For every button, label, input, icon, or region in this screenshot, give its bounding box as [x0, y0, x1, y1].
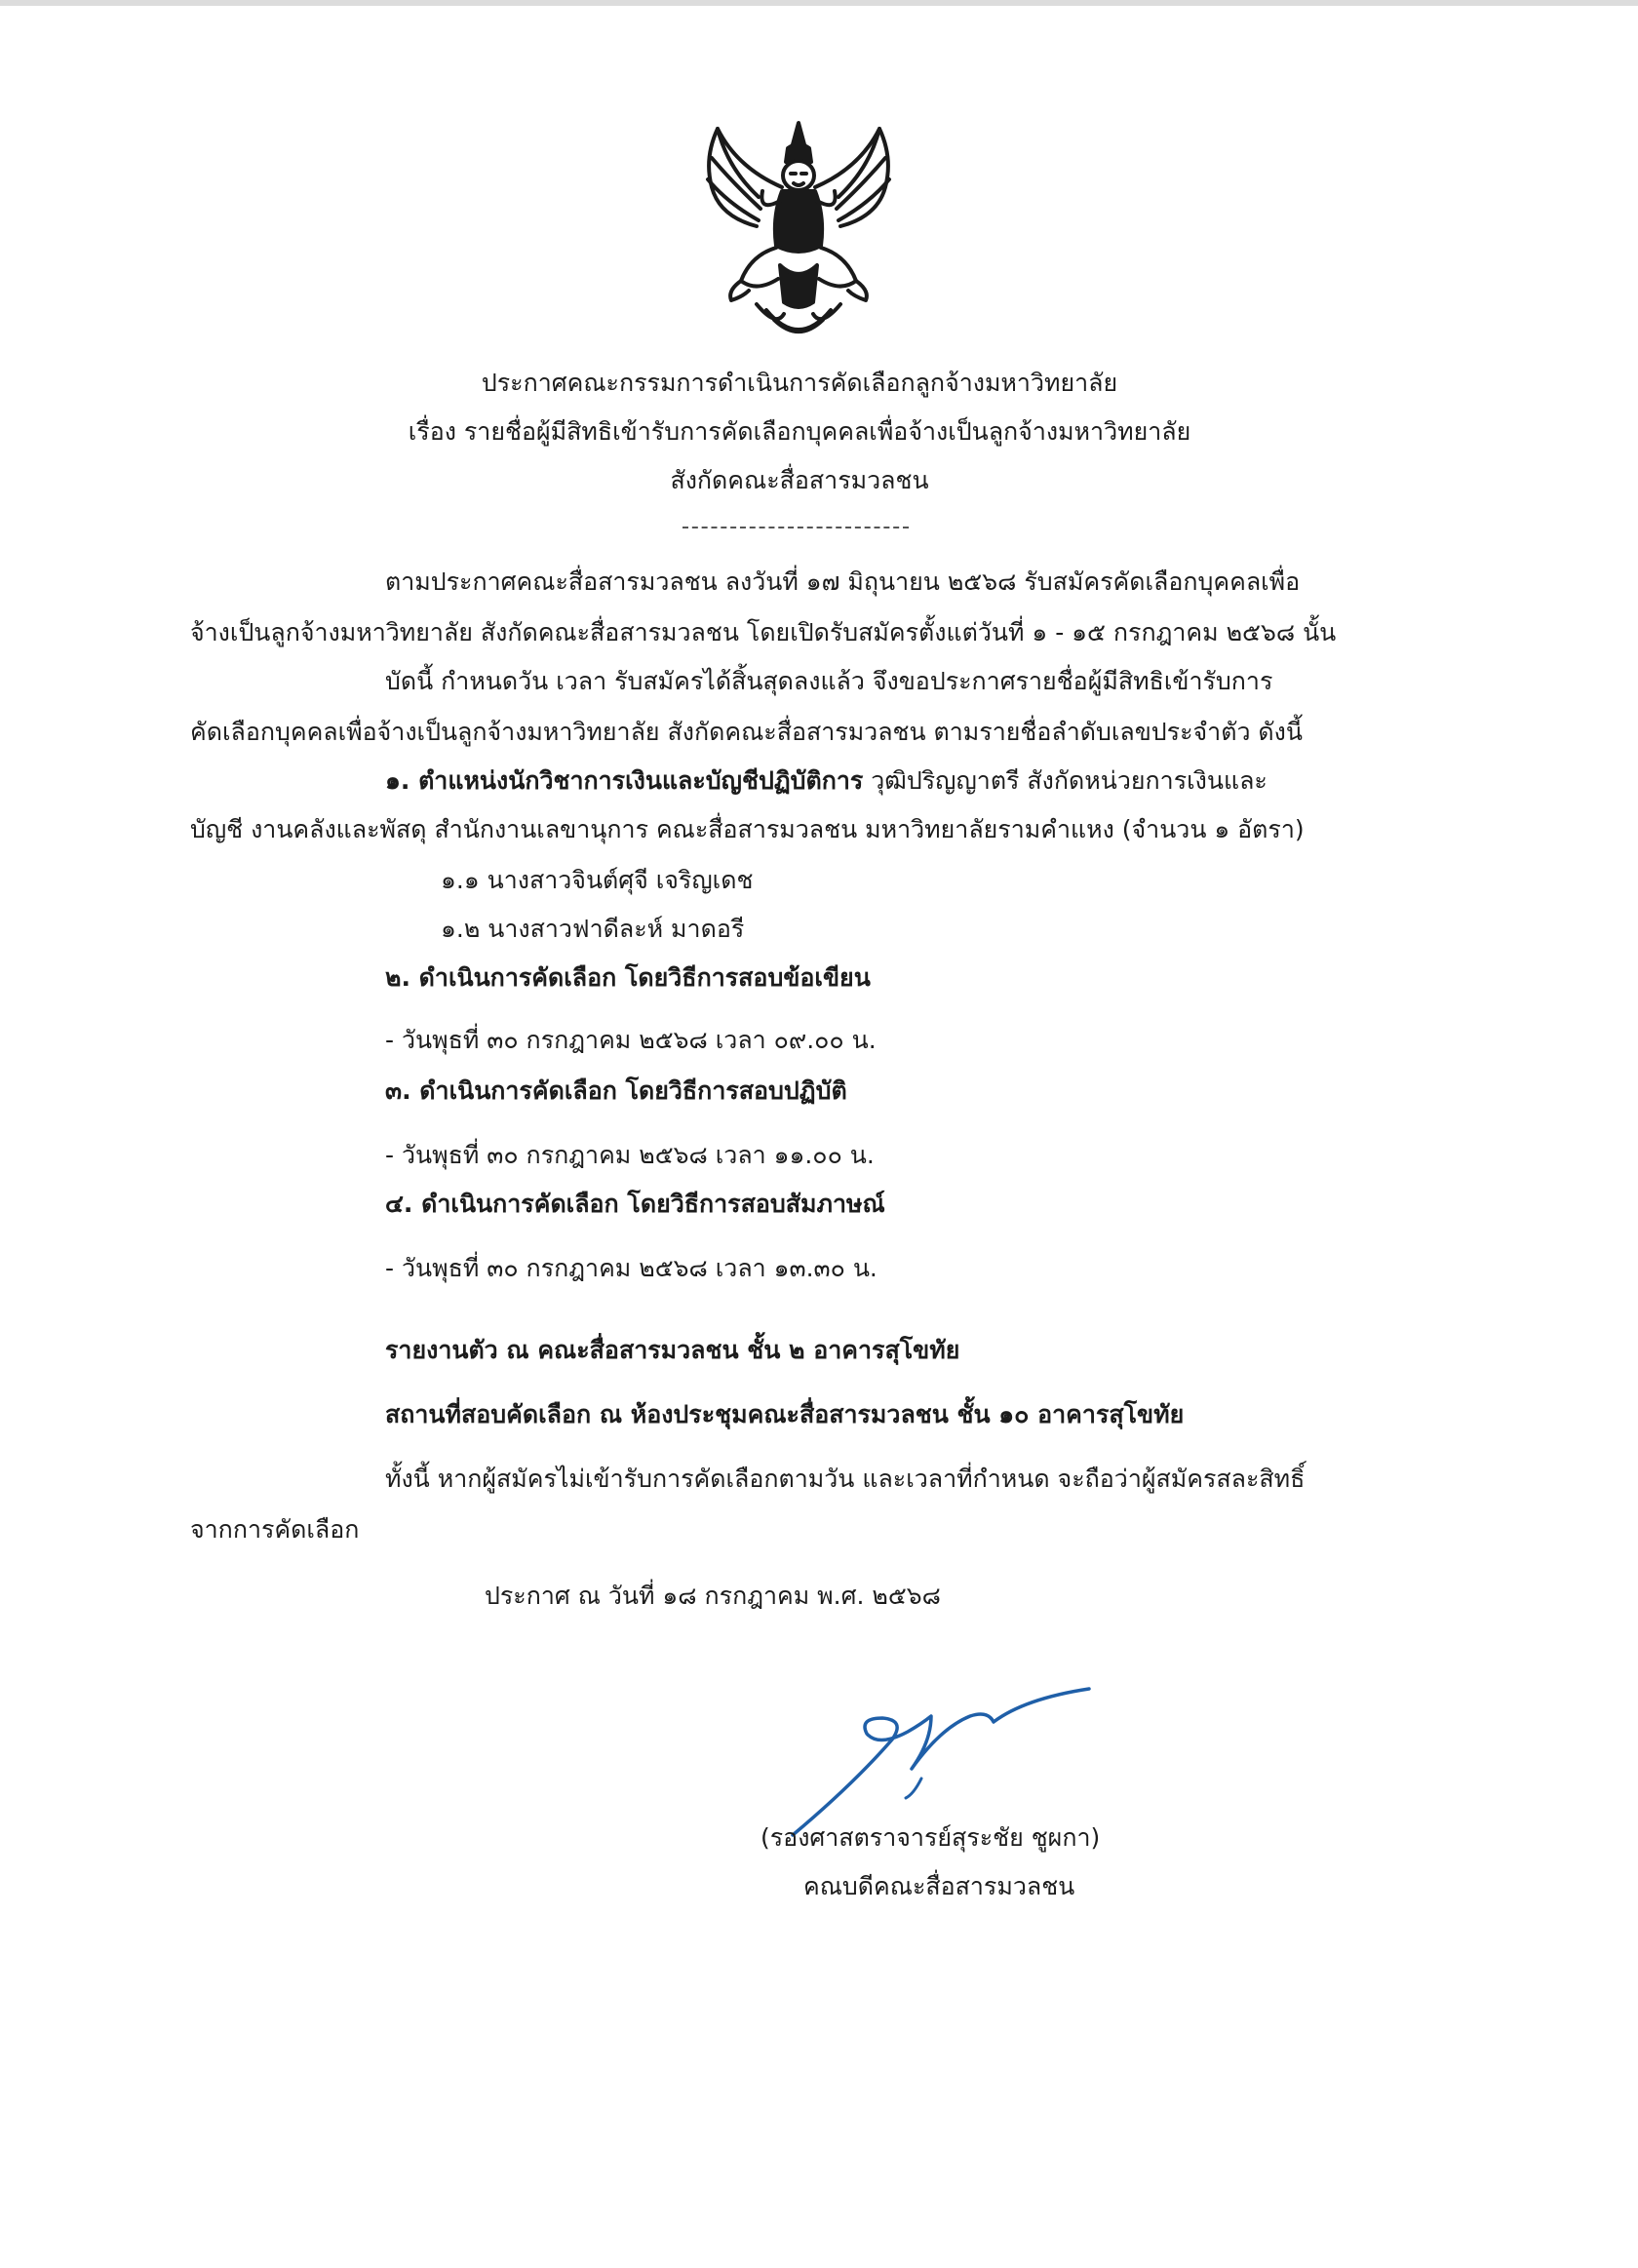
announcement-affiliation: สังกัดคณะสื่อสารมวลชน — [670, 466, 929, 494]
signatory-name: (รองศาสตราจารย์สุระชัย ชูผกา) — [760, 1823, 1101, 1852]
announcement-subject: เรื่อง รายชื่อผู้มีสิทธิเข้ารับการคัดเลือกบุคคลเพื่อจ้างเป็นลูกจ้างมหาวิทยาลัย — [408, 417, 1191, 446]
section-1-detail-line-2: บัญชี งานคลังและพัสดุ สำนักงานเลขานุการ คณะสื่อสารมวลชน มหาวิทยาลัยรามคำแหง (จำนวน ๑ อัตรา) — [190, 815, 1305, 843]
section-1-first-line — [385, 764, 1268, 798]
intro-line-1: ตามประกาศคณะสื่อสารมวลชน ลงวันที่ ๑๗ มิถุนายน ๒๕๖๘ รับสมัครคัดเลือกบุคคลเพื่อ — [385, 567, 1301, 596]
candidate-item: ๑.๑ นางสาวจินต์ศุจี เจริญเดช — [441, 866, 754, 894]
closing-line-2: จากการคัดเลือก — [190, 1515, 360, 1544]
intro-line-3: บัดนี้ กำหนดวัน เวลา รับสมัครได้สิ้นสุดลงแล้ว จึงขอประกาศรายชื่อผู้มีสิทธิเข้ารับการ — [385, 667, 1273, 695]
handwritten-signature — [785, 1677, 1107, 1843]
intro-line-2: จ้างเป็นลูกจ้างมหาวิทยาลัย สังกัดคณะสื่อสารมวลชน โดยเปิดรับสมัครตั้งแต่วันที่ ๑ - ๑๕ กรกฎาคม ๒๕๖๘ นั้น — [190, 618, 1337, 646]
exam-venue: สถานที่สอบคัดเลือก ณ ห้องประชุมคณะสื่อสารมวลชน ชั้น ๑๐ อาคารสุโขทัย — [385, 1400, 1185, 1428]
section-1-detail: วุฒิปริญญาตรี สังกัดหน่วยการเงินและ — [863, 766, 1268, 795]
section-2-schedule: - วันพุธที่ ๓๐ กรกฎาคม ๒๕๖๘ เวลา ๐๙.๐๐ น. — [385, 1026, 877, 1054]
intro-line-4: คัดเลือกบุคคลเพื่อจ้างเป็นลูกจ้างมหาวิทยาลัย สังกัดคณะสื่อสารมวลชน ตามรายชื่อลำดับเลขประจำตัว ดังนี้ — [190, 718, 1303, 746]
scan-top-edge — [0, 0, 1638, 6]
section-1-heading: ๑. ตำแหน่งนักวิชาการเงินและบัญชีปฏิบัติการ — [385, 766, 864, 795]
candidate-item: ๑.๒ นางสาวฟาดีละห์ มาดอรี — [441, 915, 745, 943]
report-location: รายงานตัว ณ คณะสื่อสารมวลชน ชั้น ๒ อาคารสุโขทัย — [385, 1336, 960, 1364]
signatory-position: คณบดีคณะสื่อสารมวลชน — [803, 1872, 1075, 1900]
section-3-heading: ๓. ดำเนินการคัดเลือก โดยวิธีการสอบปฏิบัติ — [385, 1076, 847, 1105]
garuda-emblem-icon — [698, 119, 899, 353]
section-4-heading: ๔. ดำเนินการคัดเลือก โดยวิธีการสอบสัมภาษณ์ — [385, 1190, 885, 1218]
closing-line-1: ทั้งนี้ หากผู้สมัครไม่เข้ารับการคัดเลือกตามวัน และเวลาที่กำหนด จะถือว่าผู้สมัครสละสิทธิ์ — [385, 1465, 1306, 1493]
section-2-heading: ๒. ดำเนินการคัดเลือก โดยวิธีการสอบข้อเขียน — [385, 963, 871, 992]
announcement-date: ประกาศ ณ วันที่ ๑๘ กรกฎาคม พ.ศ. ๒๕๖๘ — [485, 1582, 941, 1610]
section-4-schedule: - วันพุธที่ ๓๐ กรกฎาคม ๒๕๖๘ เวลา ๑๓.๓๐ น. — [385, 1254, 878, 1282]
header-separator — [682, 527, 909, 528]
section-3-schedule: - วันพุธที่ ๓๐ กรกฎาคม ๒๕๖๘ เวลา ๑๑.๐๐ น. — [385, 1141, 875, 1169]
announcement-title: ประกาศคณะกรรมการดำเนินการคัดเลือกลูกจ้างมหาวิทยาลัย — [481, 369, 1118, 397]
